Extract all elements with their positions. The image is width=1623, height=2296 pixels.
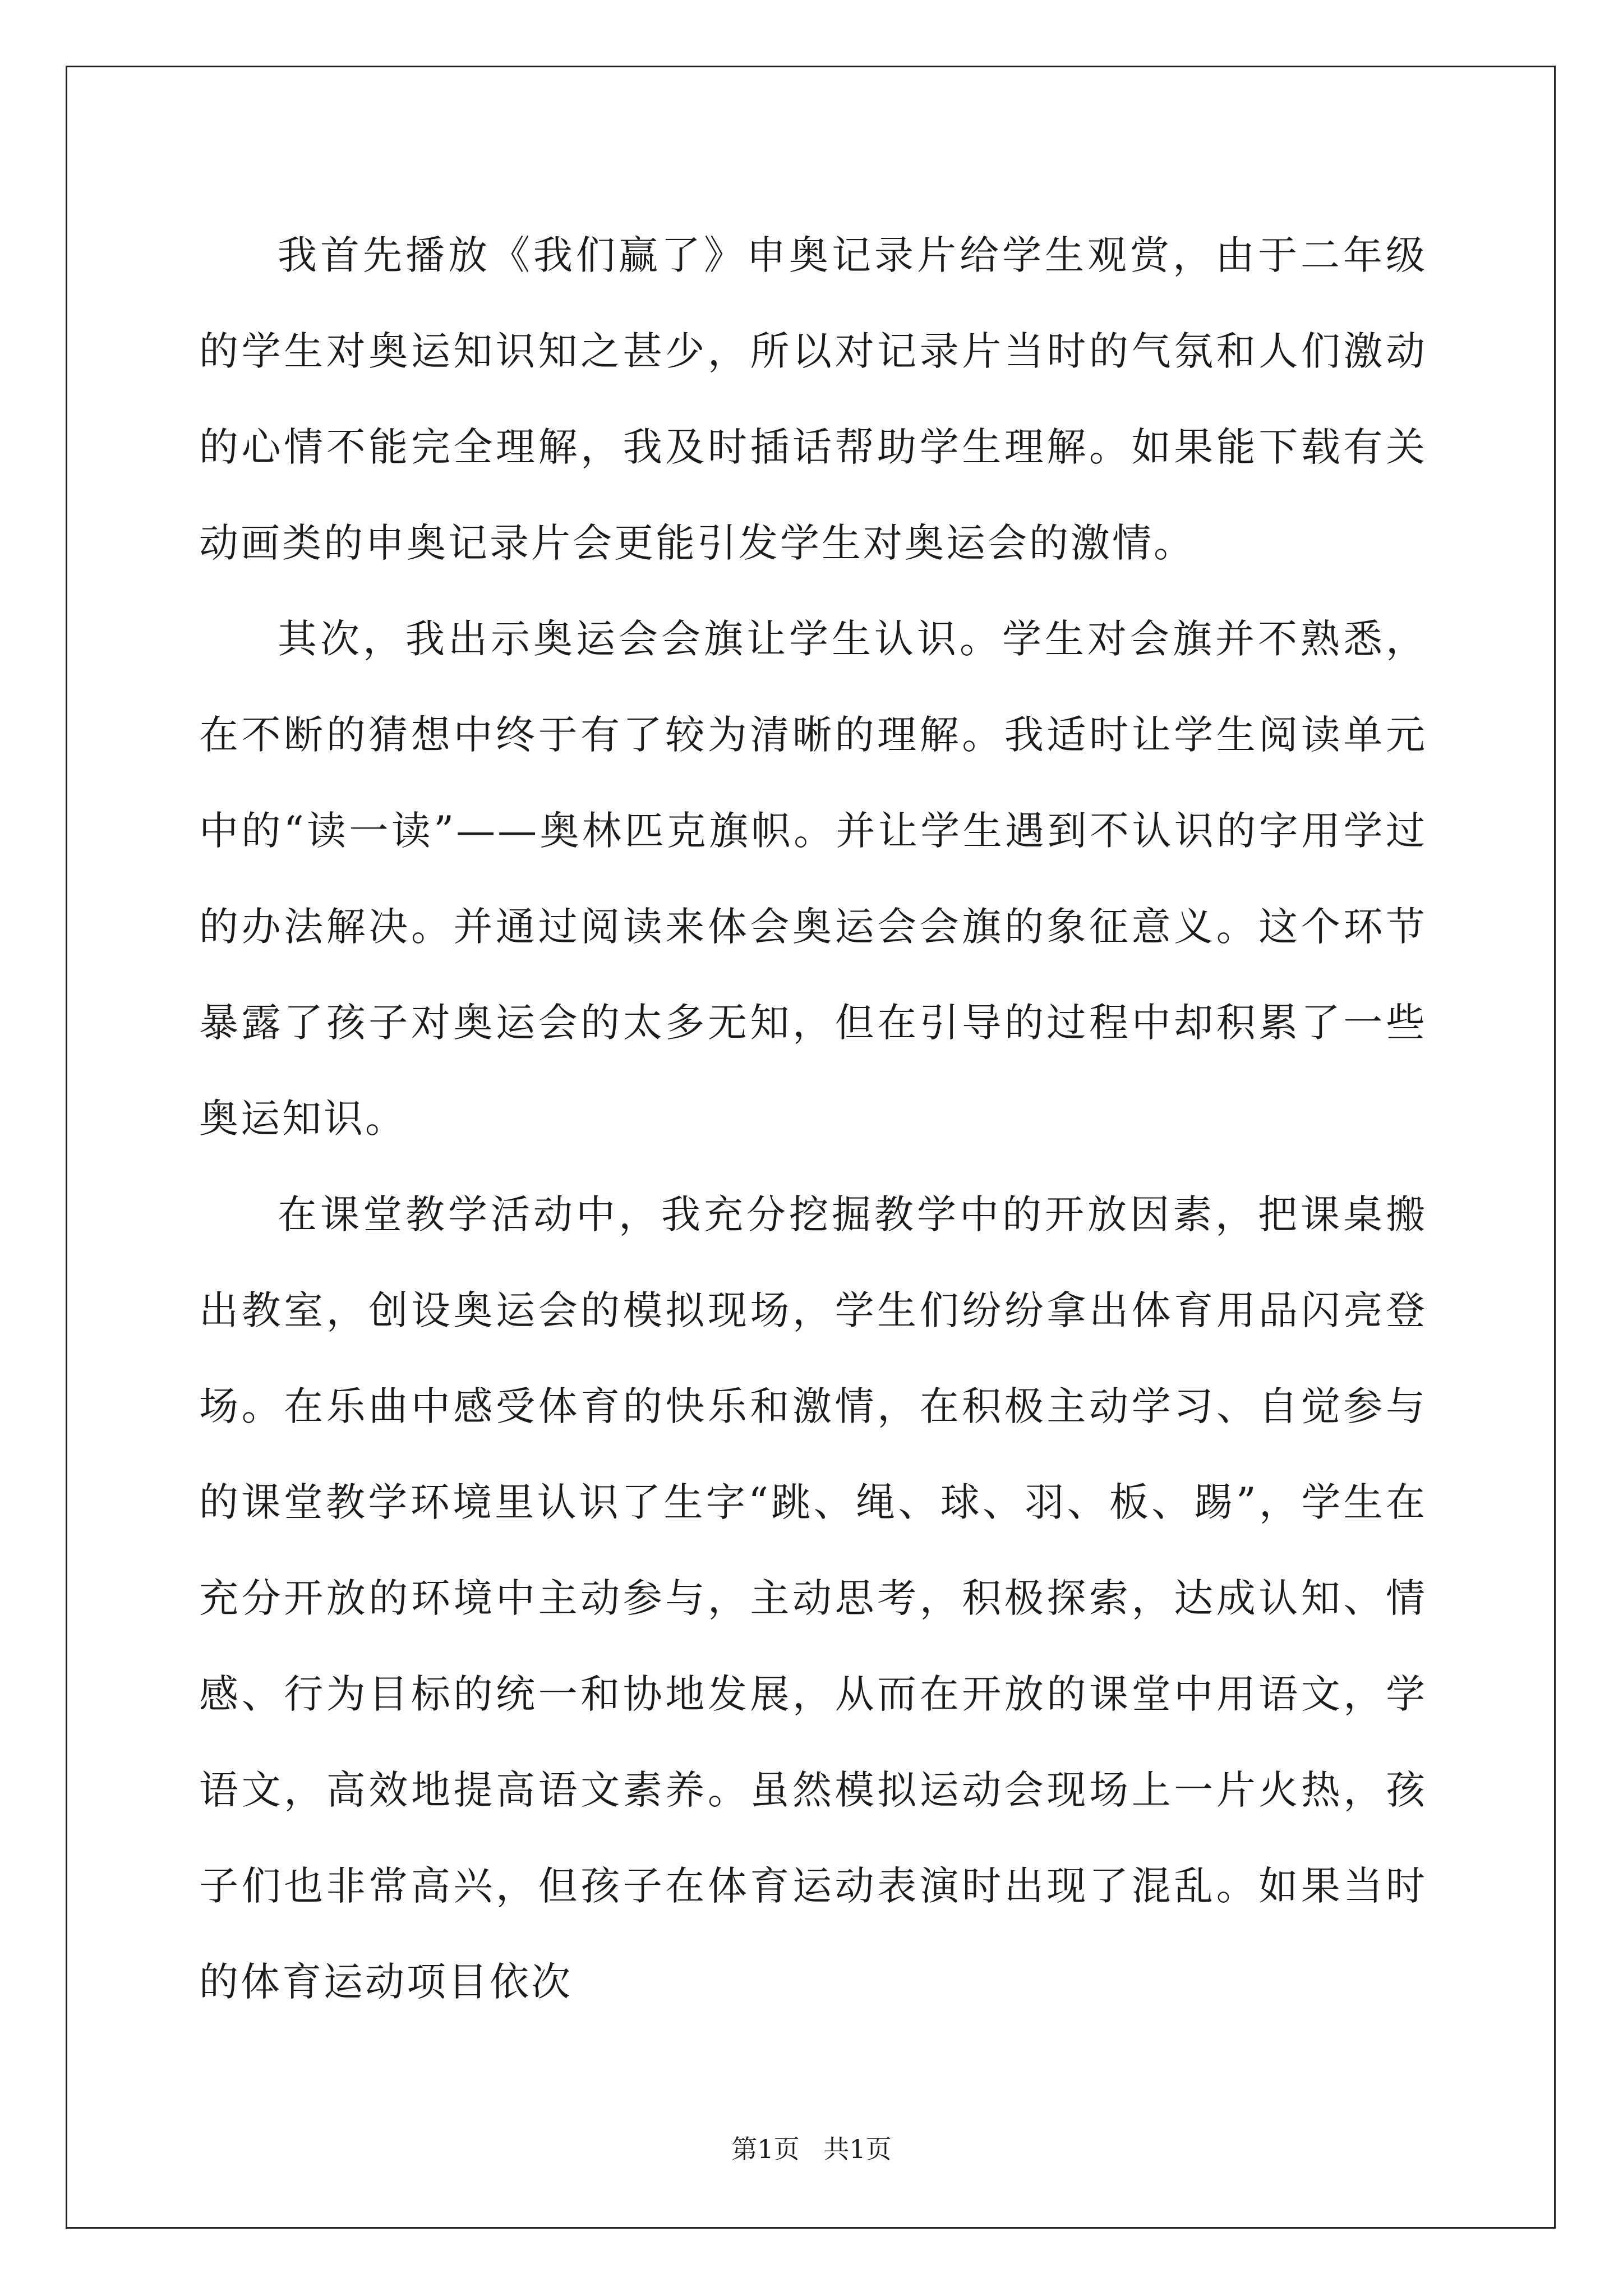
paragraph-1: 我首先播放《我们赢了》申奥记录片给学生观赏，由于二年级的学生对奥运知识知之甚少，所以对记录片当时的气氛和人们激动的心情不能完全理解，我及时插话帮助学生理解。如果能下载有关动画类的申奥记录片会更能引发学生对奥运会的激情。 (199, 232, 1427, 566)
paragraph-3: 在课堂教学活动中，我充分挖掘教学中的开放因素，把课桌搬出教室，创设奥运会的模拟现场，学生们纷纷拿出体育用品闪亮登场。在乐曲中感受体育的快乐和激情，在积极主动学习、自觉参与的课堂教学环境里认识了生字“跳、绳、球、羽、板、踢”，学生在充分开放的环境中主动参与，主动思考，积极探索，达成认知、情感、行为目标的统一和协地发展，从而在开放的课堂中用语文，学语文，高效地提高语文素养。虽然模拟运动会现场上一片火热，孩子们也非常高兴，但孩子在体育运动表演时出现了混乱。如果当时的体育运动项目依次 (199, 1191, 1427, 2005)
document-body (199, 208, 1427, 2030)
paragraph-2: 其次，我出示奥运会会旗让学生认识。学生对会旗并不熟悉，在不断的猜想中终于有了较为清晰的理解。我适时让学生阅读单元中的“读一读”——奥林匹克旗帜。并让学生遇到不认识的字用学过的办法解决。并通过阅读来体会奥运会会旗的象征意义。这个环节暴露了孩子对奥运会的太多无知，但在引导的过程中却积累了一些奥运知识。 (199, 616, 1427, 1142)
page-number: 第1页 (731, 2134, 800, 2164)
page-count: 共1页 (823, 2134, 892, 2164)
page-footer (0, 2129, 1623, 2166)
